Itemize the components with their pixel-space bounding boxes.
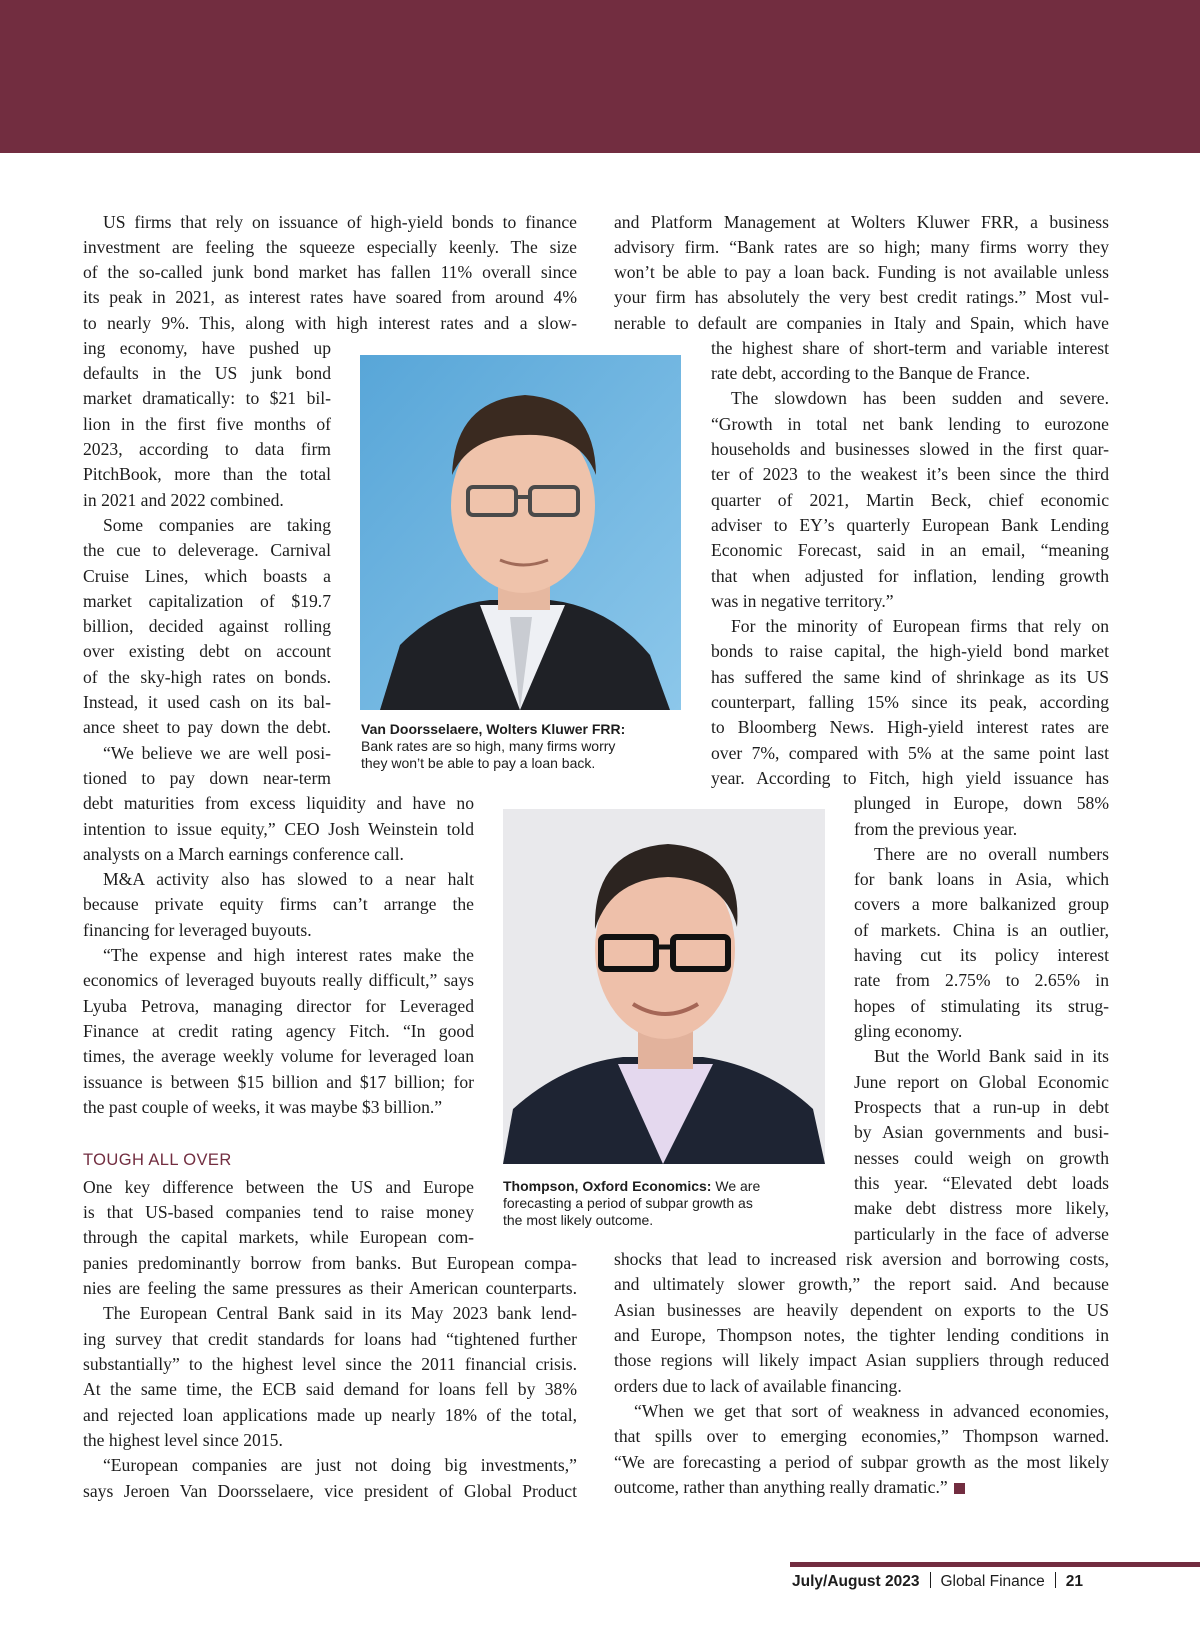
body-line: the highest share of short-term and variable interest (711, 338, 1109, 358)
body-line: billion, decided against rolling (83, 616, 331, 636)
body-line: economics of leveraged buyouts really difficult,” says (83, 970, 474, 990)
body-line: shocks that lead to increased risk aversion and borrowing costs, (614, 1249, 1109, 1269)
body-line: Cruise Lines, which boasts a (83, 566, 331, 586)
caption-text: Bank rates are so high, many firms worry (361, 738, 616, 754)
body-line: Some companies are taking (103, 515, 331, 535)
body-line: analysts on a March earnings conference call. (83, 844, 404, 864)
page-footer (792, 1572, 1110, 1592)
body-line: M&A activity also has slowed to a near halt (103, 869, 474, 889)
body-line: nerable to default are companies in Italy and Spain, which have (614, 313, 1109, 333)
body-line: hopes of stimulating its strug- (854, 996, 1109, 1016)
body-line: But the World Bank said in its (874, 1046, 1109, 1066)
body-line: financing for leveraged buyouts. (83, 920, 312, 940)
body-line: and rejected loan applications made up nearly 18% of the total, (83, 1405, 577, 1425)
body-line: because private equity firms can’t arrange the (83, 894, 474, 914)
body-line: nesses could weigh on growth (854, 1148, 1109, 1168)
body-line: through the capital markets, while European com- (83, 1227, 474, 1247)
body-line: 2023, according to data firm (83, 439, 331, 459)
body-line: of the sky-high rates on bonds. (83, 667, 331, 687)
body-line: is that US-based companies tend to raise money (83, 1202, 474, 1222)
body-line: market dramatically: to $21 bil- (83, 388, 331, 408)
body-line: For the minority of European firms that rely on (731, 616, 1109, 636)
footer-separator (930, 1572, 931, 1588)
body-line: to nearly 9%. This, along with high interest rates and a slow- (83, 313, 577, 333)
footer-rule (790, 1562, 1200, 1567)
body-line: ter of 2023 to the weakest it’s been since the third (711, 464, 1109, 484)
caption-name: Van Doorsselaere, Wolters Kluwer FRR: (361, 721, 626, 737)
body-line: covers a more balkanized group (854, 894, 1109, 914)
body-line: the past couple of weeks, it was maybe $3 billion.” (83, 1097, 443, 1117)
body-line: make debt distress more likely, (854, 1198, 1109, 1218)
body-line: The slowdown has been sudden and severe. (731, 388, 1109, 408)
body-line: was in negative territory.” (711, 591, 894, 611)
body-line: Asian businesses are heavily dependent on exports to the US (614, 1300, 1109, 1320)
body-line: “The expense and high interest rates make the (103, 945, 474, 965)
header-band (0, 0, 1200, 153)
body-line: those regions will likely impact Asian suppliers through reduced (614, 1350, 1109, 1370)
body-line: The European Central Bank said in its May 2023 bank lend- (103, 1303, 577, 1323)
body-line: of markets. China is an outlier, (854, 920, 1109, 940)
body-line: Finance at credit rating agency Fitch. “In good (83, 1021, 474, 1041)
body-line: adviser to EY’s quarterly European Bank Lending (711, 515, 1109, 535)
caption-name: Thompson, Oxford Economics: (503, 1178, 712, 1194)
body-line: the highest level since 2015. (83, 1430, 283, 1450)
body-line: ing survey that credit standards for loans had “tightened further (83, 1329, 577, 1349)
body-line: by Asian governments and busi- (854, 1122, 1109, 1142)
body-line: year. According to Fitch, high yield issuance has (711, 768, 1109, 788)
body-line: won’t be able to pay a loan back. Funding is not available unless (614, 262, 1109, 282)
caption-text: forecasting a period of subpar growth as (503, 1195, 753, 1211)
body-line: households and businesses slowed in the first quar- (711, 439, 1109, 459)
body-line: substantially” to the highest level since the 2011 financial crisis. (83, 1354, 577, 1374)
body-line: plunged in Europe, down 58% (854, 793, 1109, 813)
body-line: that when adjusted for inflation, lending growth (711, 566, 1109, 586)
body-line: There are no overall numbers (874, 844, 1109, 864)
body-line: “We are forecasting a period of subpar growth as the most likely (614, 1452, 1109, 1472)
body-line: to Bloomberg News. High-yield interest rates are (711, 717, 1109, 737)
body-line: has suffered the same kind of shrinkage as its US (711, 667, 1109, 687)
caption-text: the most likely outcome. (503, 1212, 654, 1228)
body-line: Economic Forecast, said in an email, “meaning (711, 540, 1109, 560)
body-line: that spills over to emerging economies,” Thompson warned. (614, 1426, 1109, 1446)
publication-name: Global Finance (940, 1573, 1045, 1590)
body-line: over existing debt on account (83, 641, 331, 661)
body-line: June report on Global Economic (854, 1072, 1109, 1092)
body-line: Lyuba Petrova, managing director for Leveraged (83, 996, 474, 1016)
body-line: times, the average weekly volume for leveraged loan (83, 1046, 474, 1066)
body-line: rate debt, according to the Banque de France. (711, 363, 1030, 383)
caption-text: We are (711, 1178, 761, 1194)
body-line: its peak in 2021, as interest rates have soared from around 4% (83, 287, 577, 307)
body-line: ing economy, have pushed up (83, 338, 331, 358)
body-line: over 7%, compared with 5% at the same point last (711, 743, 1109, 763)
body-line: nies are feeling the same pressures as their American counterparts. (83, 1278, 577, 1298)
body-line: “Growth in total net bank lending to eurozone (711, 414, 1109, 434)
body-line: quarter of 2021, Martin Beck, chief economic (711, 490, 1109, 510)
body-line: “When we get that sort of weakness in advanced economies, (634, 1401, 1109, 1421)
body-line: and Europe, Thompson notes, the tighter lending conditions in (614, 1325, 1109, 1345)
body-line: market capitalization of $19.7 (83, 591, 331, 611)
body-line: particularly in the face of adverse (854, 1224, 1109, 1244)
body-line: of the so-called junk bond market has fallen 11% overall since (83, 262, 577, 282)
body-line: PitchBook, more than the total (83, 464, 331, 484)
portrait-van-doorsselaere (360, 355, 681, 710)
body-line: intention to issue equity,” CEO Josh Weinstein told (83, 819, 474, 839)
photo-caption-van-doorsselaere (361, 721, 681, 772)
body-line: having cut its policy interest (854, 945, 1109, 965)
body-line: defaults in the US junk bond (83, 363, 331, 383)
body-line: counterpart, falling 15% since its peak, according (711, 692, 1109, 712)
body-line: rate from 2.75% to 2.65% in (854, 970, 1109, 990)
body-line: At the same time, the ECB said demand for loans fell by 38% (83, 1379, 577, 1399)
body-line: in 2021 and 2022 combined. (83, 490, 284, 510)
body-line: your firm has absolutely the very best credit ratings.” Most vul- (614, 287, 1109, 307)
body-line: lion in the first five months of (83, 414, 331, 434)
body-line: Instead, it used cash on its bal- (83, 692, 331, 712)
photo-caption-thompson (503, 1178, 825, 1229)
body-line: One key difference between the US and Europe (83, 1177, 474, 1197)
body-line: tioned to pay down near-term (83, 768, 331, 788)
body-line: US firms that rely on issuance of high-yield bonds to finance (103, 212, 577, 232)
body-line: investment are feeling the squeeze especially keenly. The size (83, 237, 577, 257)
body-line: ance sheet to pay down the debt. (83, 717, 331, 737)
body-line: says Jeroen Van Doorsselaere, vice president of Global Product (83, 1481, 577, 1501)
body-line: the cue to deleverage. Carnival (83, 540, 331, 560)
body-line: and Platform Management at Wolters Kluwer FRR, a business (614, 212, 1109, 232)
body-line: outcome, rather than anything really dramatic.” (614, 1475, 1109, 1500)
body-line: from the previous year. (854, 819, 1018, 839)
end-mark (954, 1483, 965, 1494)
caption-text: they won’t be able to pay a loan back. (361, 755, 596, 771)
body-line: Prospects that a run-up in debt (854, 1097, 1109, 1117)
body-line: debt maturities from excess liquidity and have no (83, 793, 474, 813)
body-line: bonds to raise capital, the high-yield bond market (711, 641, 1109, 661)
body-line: issuance is between $15 billion and $17 billion; for (83, 1072, 474, 1092)
body-line: this year. “Elevated debt loads (854, 1173, 1109, 1193)
body-line: gling economy. (854, 1021, 963, 1041)
footer-separator (1055, 1572, 1056, 1588)
body-line: for bank loans in Asia, which (854, 869, 1109, 889)
body-line: advisory firm. “Bank rates are so high; many firms worry they (614, 237, 1109, 257)
body-line: and ultimately slower growth,” the report said. And because (614, 1274, 1109, 1294)
page-number: 21 (1065, 1573, 1084, 1590)
section-heading: TOUGH ALL OVER (83, 1151, 232, 1169)
body-line: panies predominantly borrow from banks. But European compa- (83, 1253, 577, 1273)
body-line: “We believe we are well posi- (103, 743, 331, 763)
issue-date: July/August 2023 (792, 1573, 920, 1590)
portrait-thompson (503, 809, 825, 1164)
body-line: “European companies are just not doing big investments,” (103, 1455, 577, 1475)
body-line: orders due to lack of available financing. (614, 1376, 902, 1396)
